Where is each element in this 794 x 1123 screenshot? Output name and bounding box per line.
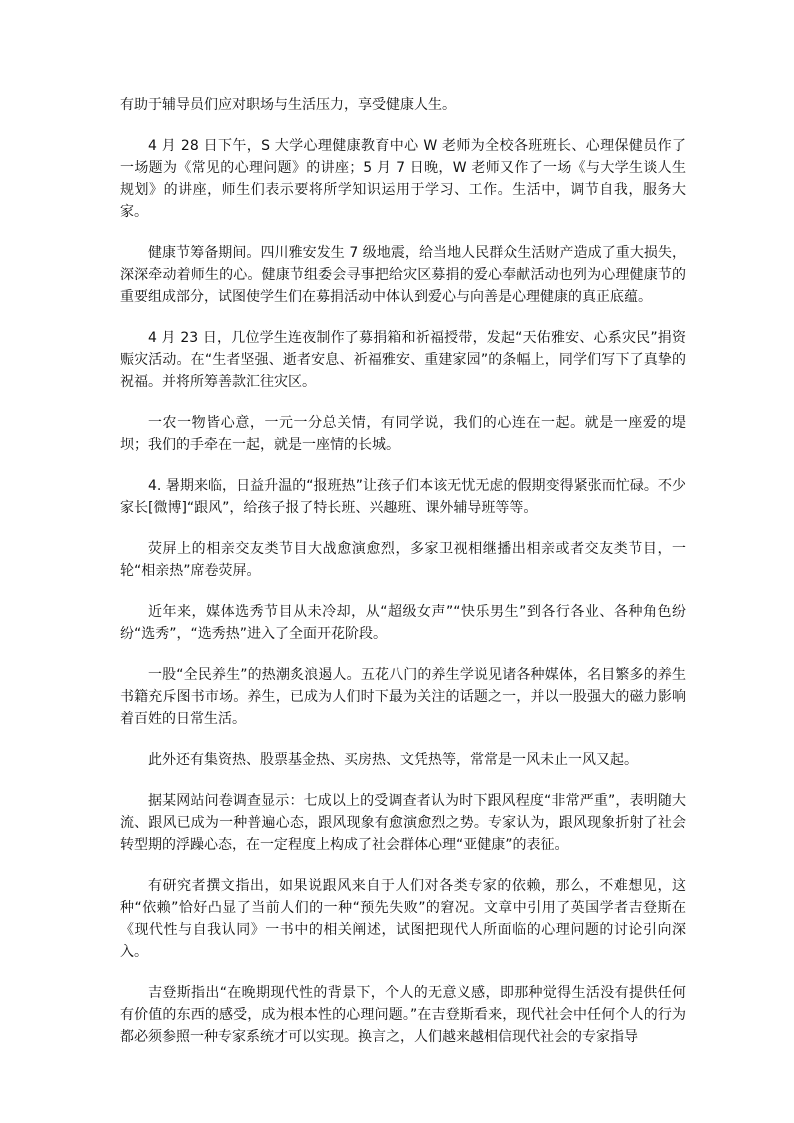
paragraph-11: 据某网站问卷调查显示：七成以上的受调查者认为时下跟风程度“非常严重”，表明随大流、跟风已成为一种普遍心态，跟风现象有愈演愈烈之势。专家认为，跟风现象折射了社会转型期的浮躁心态，在一定程度上构成了社会群体心理“亚健康”的表征。 bbox=[120, 793, 686, 853]
paragraph-6: 4. 暑期来临，日益升温的“报班热”让孩子们本该无忧无虑的假期变得紧张而忙碌。不少家长[微博]“跟风”，给孩子报了特长班、兴趣班、课外辅导班等等。 bbox=[120, 478, 686, 516]
paragraph-5: 一农一物皆心意，一元一分总关情，有同学说，我们的心连在一起。就是一座爱的堤坝；我们的手牵在一起，就是一座情的长城。 bbox=[120, 415, 686, 453]
paragraph-4: 4 月 23 日，几位学生连夜制作了募捐箱和祈福授带，发起“天佑雅安、心系灾民”捐资赈灾活动。在“生者坚强、逝者安息、祈福雅安、重建家园”的条幅上，同学们写下了真挚的祝福。并将所筹善款汇往灾区。 bbox=[120, 330, 686, 390]
paragraph-12: 有研究者撰文指出，如果说跟风来自于人们对各类专家的依赖，那么，不难想见，这种“依赖”恰好凸显了当前人们的一种“预先失败”的窘况。文章中引用了英国学者吉登斯在《现代性与自我认同》一书中的相关阐述，试图把现代人所面临的心理问题的讨论引向深入。 bbox=[120, 878, 686, 960]
paragraph-2: 4 月 28 日下午，S 大学心理健康教育中心 W 老师为全校各班班长、心理保健员作了一场题为《常见的心理问题》的讲座；5 月 7 日晚，W 老师又作了一场《与大学生谈人生规划》的讲座，师生们表示要将所学知识运用于学习、工作。生活中，调节自我，服务大家。 bbox=[120, 138, 686, 220]
document-page bbox=[120, 94, 686, 1067]
paragraph-7: 荧屏上的相亲交友类节目大战愈演愈烈，多家卫视相继播出相亲或者交友类节目，一轮“相亲热”席卷荧屏。 bbox=[120, 541, 686, 579]
paragraph-3: 健康节筹备期间。四川雅安发生 7 级地震，给当地人民群众生活财产造成了重大损失，深深牵动着师生的心。健康节组委会寻事把给灾区募捐的爱心奉献活动也列为心理健康节的重要组成部分，试图使学生们在募捐活动中体认到爱心与向善是心理健康的真正底蕴。 bbox=[120, 245, 686, 305]
paragraph-10: 此外还有集资热、股票基金热、买房热、文凭热等，常常是一风未止一风又起。 bbox=[148, 752, 638, 768]
paragraph-8: 近年来，媒体选秀节目从未冷却，从“超级女声”“快乐男生”到各行各业、各种角色纷纷“选秀”，“选秀热”进入了全面开花阶段。 bbox=[120, 604, 686, 642]
paragraph-9: 一股“全民养生”的热潮炙浪遏人。五花八门的养生学说见诸各种媒体，名目繁多的养生书籍充斥图书市场。养生，已成为人们时下最为关注的话题之一，并以一股强大的磁力影响着百姓的日常生活。 bbox=[120, 667, 686, 727]
paragraph-13: 吉登斯指出“在晚期现代性的背景下，个人的无意义感，即那种觉得生活没有提供任何有价值的东西的感受，成为根本性的心理问题。”在吉登斯看来，现代社会中任何个人的行为都必须参照一种专家系统才可以实现。换言之，人们越来越相信现代社会的专家指导 bbox=[120, 985, 686, 1045]
paragraph-1: 有助于辅导员们应对职场与生活压力，享受健康人生。 bbox=[120, 97, 456, 113]
